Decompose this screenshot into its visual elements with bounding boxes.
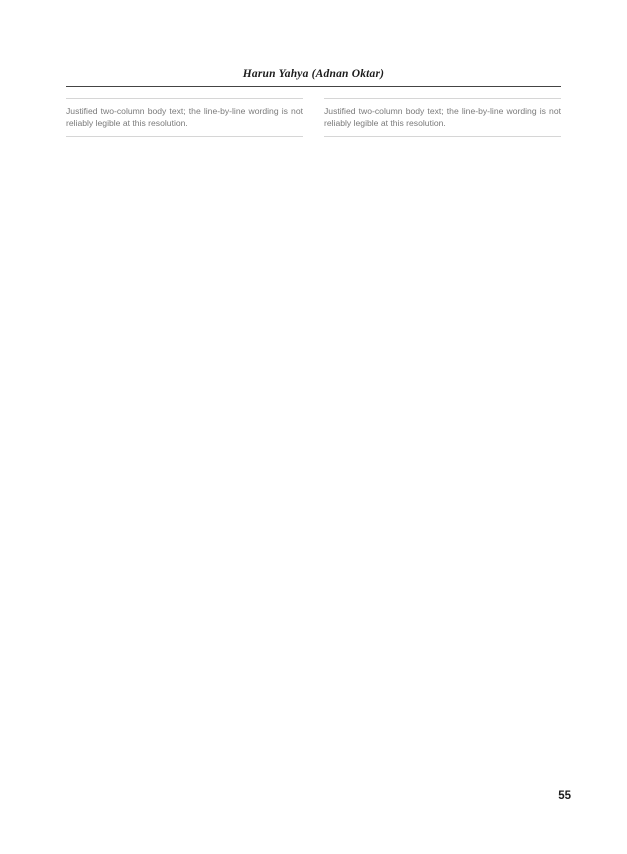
right-column-text: Justified two-column body text; the line-by-line wording is not reliably legible at this resolution. [324,98,561,137]
left-column [66,98,303,137]
header-rule [66,86,561,87]
left-column-text: Justified two-column body text; the line-by-line wording is not reliably legible at this resolution. [66,98,303,137]
running-header: Harun Yahya (Adnan Oktar) [242,68,385,80]
page-number: 55 [558,790,571,802]
right-column [324,98,561,137]
